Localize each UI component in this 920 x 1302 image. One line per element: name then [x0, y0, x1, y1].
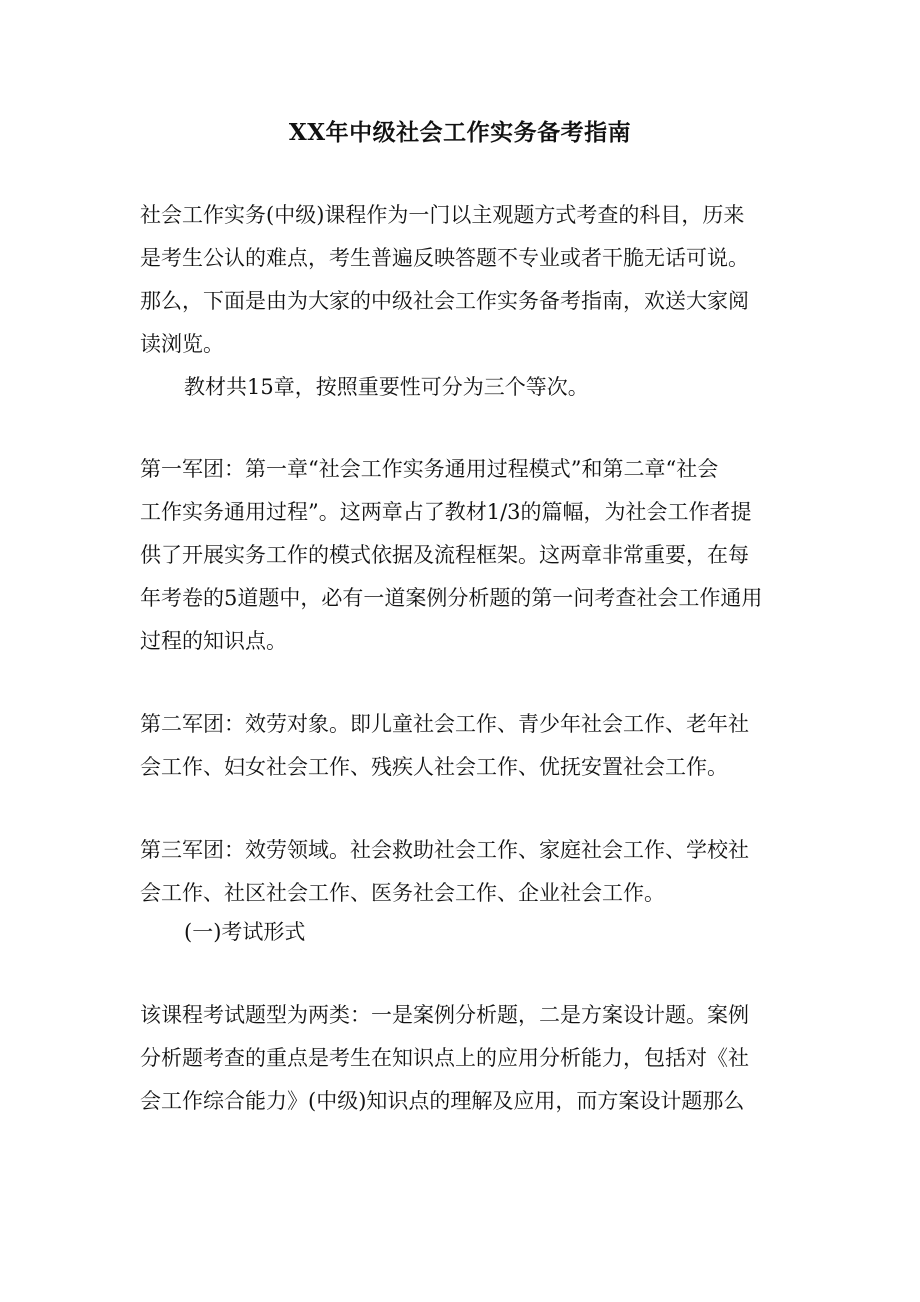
text-line: 社会工作实务(中级)课程作为一门以主观题方式考查的科目，历来 — [140, 203, 745, 227]
text-line: 是考生公认的难点，考生普遍反映答题不专业或者干脆无话可说。 — [140, 246, 749, 270]
text-line: (一)考试形式 — [184, 920, 306, 944]
text-line: 工作实务通用过程”。这两章占了教材1/3的篇幅，为社会工作者提 — [140, 500, 752, 524]
text-line: 年考卷的5道题中，必有一道案例分析题的第一问考查社会工作通用 — [140, 586, 763, 610]
text-line: 供了开展实务工作的模式依据及流程框架。这两章非常重要，在每 — [140, 543, 749, 567]
text-line: 读浏览。 — [140, 332, 224, 356]
text-line: 教材共15章，按照重要性可分为三个等次。 — [184, 375, 589, 399]
text-line: 该课程考试题型为两类：一是案例分析题，二是方案设计题。案例 — [140, 1003, 749, 1027]
text-line: 过程的知识点。 — [140, 629, 287, 653]
text-line: 会工作综合能力》(中级)知识点的理解及应用，而方案设计题那么 — [140, 1089, 745, 1113]
text-line: 那么，下面是由为大家的中级社会工作实务备考指南，欢送大家阅 — [140, 289, 749, 313]
text-line: 分析题考查的重点是考生在知识点上的应用分析能力，包括对《社 — [140, 1046, 749, 1070]
document-title: XX年中级社会工作实务备考指南 — [288, 119, 632, 146]
text-line: 第二军团：效劳对象。即儿童社会工作、青少年社会工作、老年社 — [140, 712, 749, 736]
text-line: 第三军团：效劳领域。社会救助社会工作、家庭社会工作、学校社 — [140, 838, 749, 862]
text-line: 第一军团：第一章“社会工作实务通用过程模式”和第二章“社会 — [140, 457, 719, 481]
text-line: 会工作、社区社会工作、医务社会工作、企业社会工作。 — [140, 881, 665, 905]
text-line: 会工作、妇女社会工作、残疾人社会工作、优抚安置社会工作。 — [140, 755, 728, 779]
